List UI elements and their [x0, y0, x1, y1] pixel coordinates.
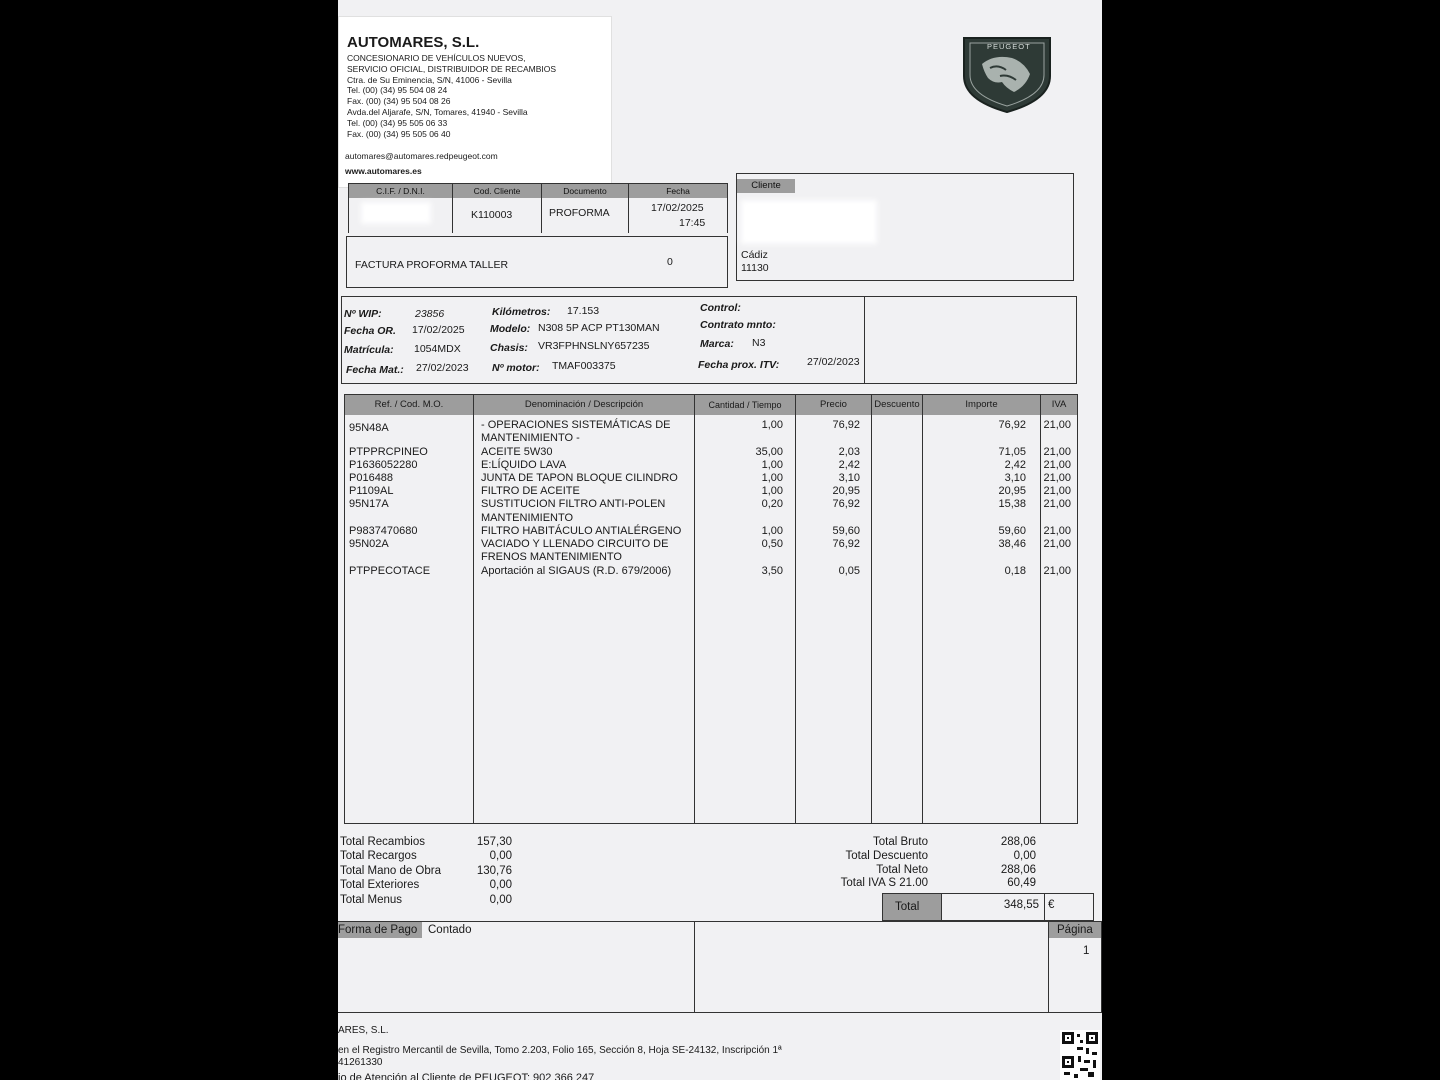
page-label: Página — [1057, 924, 1093, 936]
invoice-paper — [338, 0, 1102, 1080]
ref-cell: 95N17A — [349, 498, 389, 510]
page-number: 1 — [1083, 945, 1090, 957]
footer-line: ARES, S.L. — [338, 1025, 389, 1036]
matricula-label: Matrícula: — [344, 344, 394, 356]
amount-cell: 2,42 — [1004, 459, 1026, 471]
company-line: Tel. (00) (34) 95 504 08 24 — [347, 85, 448, 96]
brand-name: PEUGEOT — [987, 42, 1031, 51]
description-cell: Aportación al SIGAUS (R.D. 679/2006) — [481, 565, 672, 577]
qr-code — [1060, 1030, 1100, 1080]
client-city: Cádiz — [741, 249, 768, 261]
wip-value: 23856 — [415, 308, 445, 320]
payment-value: Contado — [428, 924, 472, 936]
description-cell: VACIADO Y LLENADO CIRCUITO DE — [481, 538, 669, 550]
hora-value: 17:45 — [679, 217, 706, 229]
total-iva-label: Total IVA S 21.00 — [840, 877, 928, 890]
total-descuento-value: 0,00 — [1013, 849, 1036, 862]
modelo-value: N308 5P ACP PT130MAN — [538, 322, 660, 334]
redacted-cif — [361, 202, 431, 224]
company-details — [347, 53, 556, 139]
currency-symbol: € — [1048, 899, 1055, 911]
iva-cell: 21,00 — [1043, 525, 1071, 537]
client-label: Cliente — [737, 179, 795, 193]
description-cell: MANTENIMIENTO - — [481, 432, 580, 444]
total-menus-value: 0,00 — [489, 893, 512, 906]
quantity-cell: 1,00 — [761, 419, 783, 431]
divider — [473, 395, 474, 823]
total-mano-obra-value: 130,76 — [476, 864, 512, 877]
quantity-cell: 1,00 — [761, 459, 783, 471]
amount-cell: 0,18 — [1004, 565, 1026, 577]
wip-label: Nº WIP: — [344, 308, 382, 320]
total-exteriores-label: Total Exteriores — [340, 879, 420, 892]
ref-cell: PTPPECOTACE — [349, 565, 431, 577]
price-cell: 2,42 — [838, 459, 860, 471]
iva-cell: 21,00 — [1043, 472, 1071, 484]
th-iva: IVA — [1041, 395, 1077, 415]
ref-cell: 95N02A — [349, 538, 389, 550]
documento-value: PROFORMA — [549, 207, 610, 219]
document-header-box — [348, 183, 728, 233]
document-type-box — [346, 236, 728, 288]
quantity-cell: 3,50 — [761, 565, 783, 577]
price-cell: 0,05 — [838, 565, 860, 577]
quantity-cell: 1,00 — [761, 472, 783, 484]
description-cell: MANTENIMIENTO — [481, 512, 574, 524]
amount-cell: 38,46 — [998, 538, 1026, 550]
th-importe: Importe — [923, 395, 1041, 415]
marca-value: N3 — [752, 337, 766, 349]
payment-label: Forma de Pago — [338, 924, 418, 936]
iva-cell: 21,00 — [1043, 498, 1071, 510]
page-box — [1048, 921, 1102, 1013]
ref-cell: P016488 — [349, 472, 394, 484]
fecha-or-value: 17/02/2025 — [412, 324, 465, 336]
company-line: Ctra. de Su Eminencia, S/N, 41006 - Sevilla — [347, 74, 512, 85]
th-descuento: Descuento — [872, 395, 923, 415]
marca-label: Marca: — [700, 338, 734, 350]
document-type-number: 0 — [667, 256, 673, 268]
quantity-cell: 1,00 — [761, 525, 783, 537]
km-value: 17.153 — [567, 305, 600, 317]
col-cif: C.I.F. / D.N.I. — [349, 184, 453, 198]
col-cod-cliente: Cod. Cliente — [453, 184, 542, 198]
price-cell: 59,60 — [832, 525, 860, 537]
quantity-cell: 35,00 — [755, 446, 783, 458]
iva-cell: 21,00 — [1043, 419, 1071, 431]
price-cell: 76,92 — [832, 419, 860, 431]
price-cell: 2,03 — [838, 446, 860, 458]
ref-cell: PTPPRCPINEO — [349, 446, 428, 458]
total-recambios-label: Total Recambios — [340, 836, 426, 848]
amount-cell: 20,95 — [998, 485, 1026, 497]
total-recambios-value: 157,30 — [476, 836, 512, 848]
matricula-value: 1054MDX — [414, 343, 461, 355]
middle-box — [694, 921, 1049, 1013]
divider — [541, 198, 542, 233]
total-bruto-label: Total Bruto — [873, 836, 928, 848]
client-box — [736, 173, 1074, 281]
description-cell: FILTRO DE ACEITE — [481, 485, 580, 497]
fecha-or-label: Fecha OR. — [344, 325, 396, 337]
total-neto-label: Total Neto — [876, 863, 928, 876]
th-precio: Precio — [796, 395, 872, 415]
document-type: FACTURA PROFORMA TALLER — [355, 259, 509, 271]
company-line: Avda.del Aljarafe, S/N, Tomares, 41940 - Sevilla — [347, 106, 528, 117]
company-web: www.automares.es — [345, 166, 422, 176]
total-recargos-value: 0,00 — [489, 850, 512, 863]
grand-total-label: Total — [895, 901, 920, 913]
vehicle-info-box — [341, 296, 1077, 384]
iva-cell: 21,00 — [1043, 446, 1071, 458]
quantity-cell: 1,00 — [761, 485, 783, 497]
totals-left — [340, 835, 441, 907]
description-cell: JUNTA DE TAPON BLOQUE CILINDRO — [481, 472, 678, 484]
divider — [452, 198, 453, 233]
divider — [1044, 894, 1045, 920]
description-cell: E:LÍQUIDO LAVA — [481, 459, 567, 471]
total-bruto-value: 288,06 — [1000, 836, 1036, 848]
peugeot-logo — [960, 34, 1054, 119]
footer-line: en el Registro Mercantil de Sevilla, Tomo 2.203, Folio 165, Sección 8, Hoja SE-24132, Inscripción 1ª — [338, 1045, 782, 1056]
grand-total-value: 348,55 — [1003, 899, 1039, 911]
amount-cell: 3,10 — [1004, 472, 1026, 484]
itv-label: Fecha prox. ITV: — [698, 359, 780, 371]
amount-cell: 76,92 — [998, 419, 1026, 431]
col-fecha: Fecha — [629, 184, 727, 198]
client-postcode: 11130 — [741, 262, 769, 274]
fecha-mat-value: 27/02/2023 — [416, 362, 469, 374]
modelo-label: Modelo: — [490, 323, 531, 335]
footer-line: 41261330 — [338, 1057, 383, 1068]
description-cell: SUSTITUCION FILTRO ANTI-POLEN — [481, 498, 666, 510]
amount-cell: 71,05 — [998, 446, 1026, 458]
iva-cell: 21,00 — [1043, 485, 1071, 497]
company-line: Fax. (00) (34) 95 505 06 40 — [347, 128, 451, 139]
company-email: automares@automares.redpeugeot.com — [345, 151, 498, 161]
amount-cell: 15,38 — [998, 498, 1026, 510]
motor-value: TMAF003375 — [552, 360, 616, 372]
totals-left-values — [472, 835, 512, 907]
iva-cell: 21,00 — [1043, 538, 1071, 550]
footer-line: io de Atención al Cliente de PEUGEOT: 902 366 247 — [338, 1072, 595, 1080]
amount-cell: 59,60 — [998, 525, 1026, 537]
grand-total-box — [882, 893, 1094, 921]
divider — [628, 198, 629, 233]
description-cell: ACEITE 5W30 — [481, 446, 553, 458]
th-ref: Ref. / Cod. M.O. — [345, 395, 474, 415]
col-documento: Documento — [542, 184, 629, 198]
chasis-label: Chasis: — [490, 342, 528, 354]
total-exteriores-value: 0,00 — [489, 879, 512, 892]
divider — [864, 297, 865, 383]
description-cell: FILTRO HABITÁCULO ANTIALÉRGENO — [481, 525, 682, 537]
price-cell: 3,10 — [838, 472, 860, 484]
cod-cliente-value: K110003 — [471, 209, 513, 221]
payment-box — [338, 921, 695, 1013]
ref-cell: P9837470680 — [349, 525, 418, 537]
table-row — [349, 422, 389, 435]
items-table — [344, 394, 1078, 824]
total-descuento-label: Total Descuento — [845, 849, 928, 862]
fecha-mat-label: Fecha Mat.: — [346, 364, 404, 376]
th-cantidad: Cantidad / Tiempo — [695, 395, 796, 415]
total-recargos-label: Total Recargos — [340, 850, 417, 863]
company-line: CONCESIONARIO DE VEHÍCULOS NUEVOS, — [347, 53, 526, 63]
divider — [871, 395, 872, 823]
total-menus-label: Total Menus — [340, 893, 403, 906]
fecha-value: 17/02/2025 — [651, 202, 704, 214]
company-line: Tel. (00) (34) 95 505 06 33 — [347, 117, 448, 128]
company-name: AUTOMARES, S.L. — [347, 34, 480, 51]
itv-value: 27/02/2023 — [807, 356, 860, 368]
th-descripcion: Denominación / Descripción — [474, 395, 695, 415]
footer — [338, 1025, 782, 1080]
control-label: Control: — [700, 302, 741, 314]
total-mano-obra-label: Total Mano de Obra — [340, 864, 442, 877]
ref-cell: P1636052280 — [349, 459, 418, 471]
company-line: Fax. (00) (34) 95 504 08 26 — [347, 96, 451, 107]
iva-cell: 21,00 — [1043, 459, 1071, 471]
total-iva-value: 60,49 — [1007, 877, 1036, 890]
ref-cell: P1109AL — [349, 485, 394, 497]
total-neto-value: 288,06 — [1000, 863, 1036, 876]
description-cell: - OPERACIONES SISTEMÁTICAS DE — [481, 419, 671, 431]
price-cell: 20,95 — [832, 485, 860, 497]
company-header — [338, 16, 612, 188]
totals-right — [778, 836, 928, 891]
price-cell: 76,92 — [832, 538, 860, 550]
km-label: Kilómetros: — [492, 306, 551, 318]
company-line: SERVICIO OFICIAL, DISTRIBUIDOR DE RECAMBIOS — [347, 63, 557, 74]
description-cell: FRENOS MANTENIMIENTO — [481, 551, 622, 563]
quantity-cell: 0,50 — [761, 538, 783, 550]
totals-right-values — [978, 836, 1036, 891]
iva-cell: 21,00 — [1043, 565, 1071, 577]
ref-cell: 95N48A — [349, 422, 389, 434]
quantity-cell: 0,20 — [761, 498, 783, 510]
redacted-client-name — [741, 200, 877, 244]
price-cell: 76,92 — [832, 498, 860, 510]
chasis-value: VR3FPHNSLNY657235 — [538, 340, 650, 352]
motor-label: Nº motor: — [492, 362, 540, 374]
contrato-label: Contrato mnto: — [700, 319, 776, 331]
